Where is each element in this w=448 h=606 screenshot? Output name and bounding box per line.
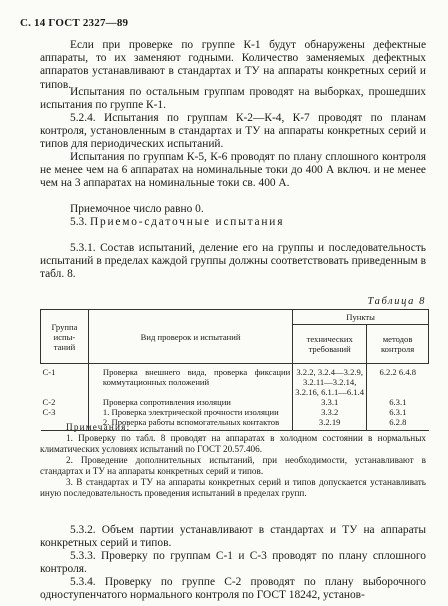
cell-name: Проверка внешнего вида, проверка фиксации коммутационных положений — [88, 364, 292, 398]
cell-group: С-3 — [41, 407, 89, 417]
cell-tech: 3.3.1 — [293, 397, 367, 407]
paragraph-5-3-4: 5.3.4. Проверку по группе С-2 проводят по плану выборочного одноступенчатого нормального контроля по ГОСТ 18242, установ- — [40, 576, 426, 602]
cell-group: С-1 — [41, 364, 89, 398]
section-number: 5.3. — [70, 216, 88, 228]
table-8 — [40, 309, 429, 431]
paragraph-k5-k6: Испытания по группам К-5, К-6 проводят по плану сплошного контроля не менее чем на 6 аппаратах на номинальные токи до 400 А включ. и не менее чем на 3 аппаратах на номинальные токи св. 400 А. — [40, 151, 426, 190]
cell-name: 1. Проверка электрической прочности изоляции — [88, 407, 292, 417]
cell-methods: 6.3.1 — [389, 407, 407, 417]
paragraph-5-2-4: 5.2.4. Испытания по группам К-2—К-4, К-7 проводят по планам контроля, установленным в стандартах и ТУ на аппараты конкретных серий и типов для периодических испытаний. — [40, 112, 426, 151]
paragraph-5-3-3: 5.3.3. Проверку по группам С-1 и С-3 проводят по плану сплошного контроля. — [40, 550, 426, 576]
paragraph-remaining-groups: Испытания по остальным группам проводят на выборках, прошедших испытания по группе К-1. — [40, 86, 426, 112]
cell-tech: 3.3.2 — [293, 407, 367, 417]
cell-methods: 6.3.1 — [389, 397, 407, 407]
cell-methods: 6.2.2 6.4.8 — [379, 367, 417, 377]
note-item: 1. Проверку по табл. 8 проводят на аппаратах в холодном состоянии в нормальных климатических условиях испытаний по ГОСТ 20.57.406. — [40, 433, 426, 454]
paragraph-defects: Если при проверке по группе К-1 будут обнаружены дефектные аппараты, то их заменяют годными. Количество заменяемых дефектных аппаратов устанавливают в стандартах и ТУ на аппараты конкретных серий и типов. — [40, 39, 426, 91]
cell-methods: 6.2.8 — [367, 417, 429, 431]
section-title: Приемо-сдаточные испытания — [89, 216, 285, 228]
cell-tech: 3.2.2, 3.2.4—3.2.9, 3.2.11—3.2.14, 3.2.16, 6.1.1—6.1.4 — [293, 364, 367, 398]
section-heading-5-3 — [40, 216, 426, 229]
paragraph-acceptance-number: Приемочное число равно 0. — [70, 203, 204, 215]
table-row — [41, 407, 429, 417]
note-item: 2. Проведение дополнительных испытаний, при необходимости, устанавливают в стандартах и ТУ на аппараты конкретных серий и типов. — [40, 455, 426, 476]
cell-group: С-2 — [41, 397, 89, 407]
note-item: 3. В стандартах и ТУ на аппараты конкретных серий и типов допускается устанавливать иную последовательность проведения испытаний в пределах групп. — [40, 477, 426, 498]
cell-tech: 3.2.19 — [293, 417, 367, 431]
paragraph-5-3-2: 5.3.2. Объем партии устанавливают в стандартах и ТУ на аппараты конкретных серий и типов. — [40, 524, 426, 550]
notes-block — [40, 422, 426, 499]
table-caption: Таблица 8 — [367, 296, 426, 307]
notes-title: Примечания: — [66, 422, 131, 432]
cell-name: Проверка сопротивления изоляции — [88, 397, 292, 407]
paragraph-5-3-1: 5.3.1. Состав испытаний, деление его на группы и последовательность испытаний в пределах каждой группы должны соответствовать приведенным в табл. 8. — [40, 242, 426, 281]
table-row — [41, 397, 429, 407]
header-methods: методов контроля — [367, 325, 429, 364]
header-name: Вид проверок и испытаний — [88, 310, 292, 364]
page-header: С. 14 ГОСТ 2327—89 — [20, 17, 129, 29]
cell-name: 2. Проверка работы вспомогательных контактов — [88, 417, 292, 431]
table-row — [41, 364, 429, 398]
header-points: Пункты — [293, 310, 429, 325]
header-group: Группа испы-таний — [41, 310, 89, 364]
header-tech: технических требований — [293, 325, 367, 364]
